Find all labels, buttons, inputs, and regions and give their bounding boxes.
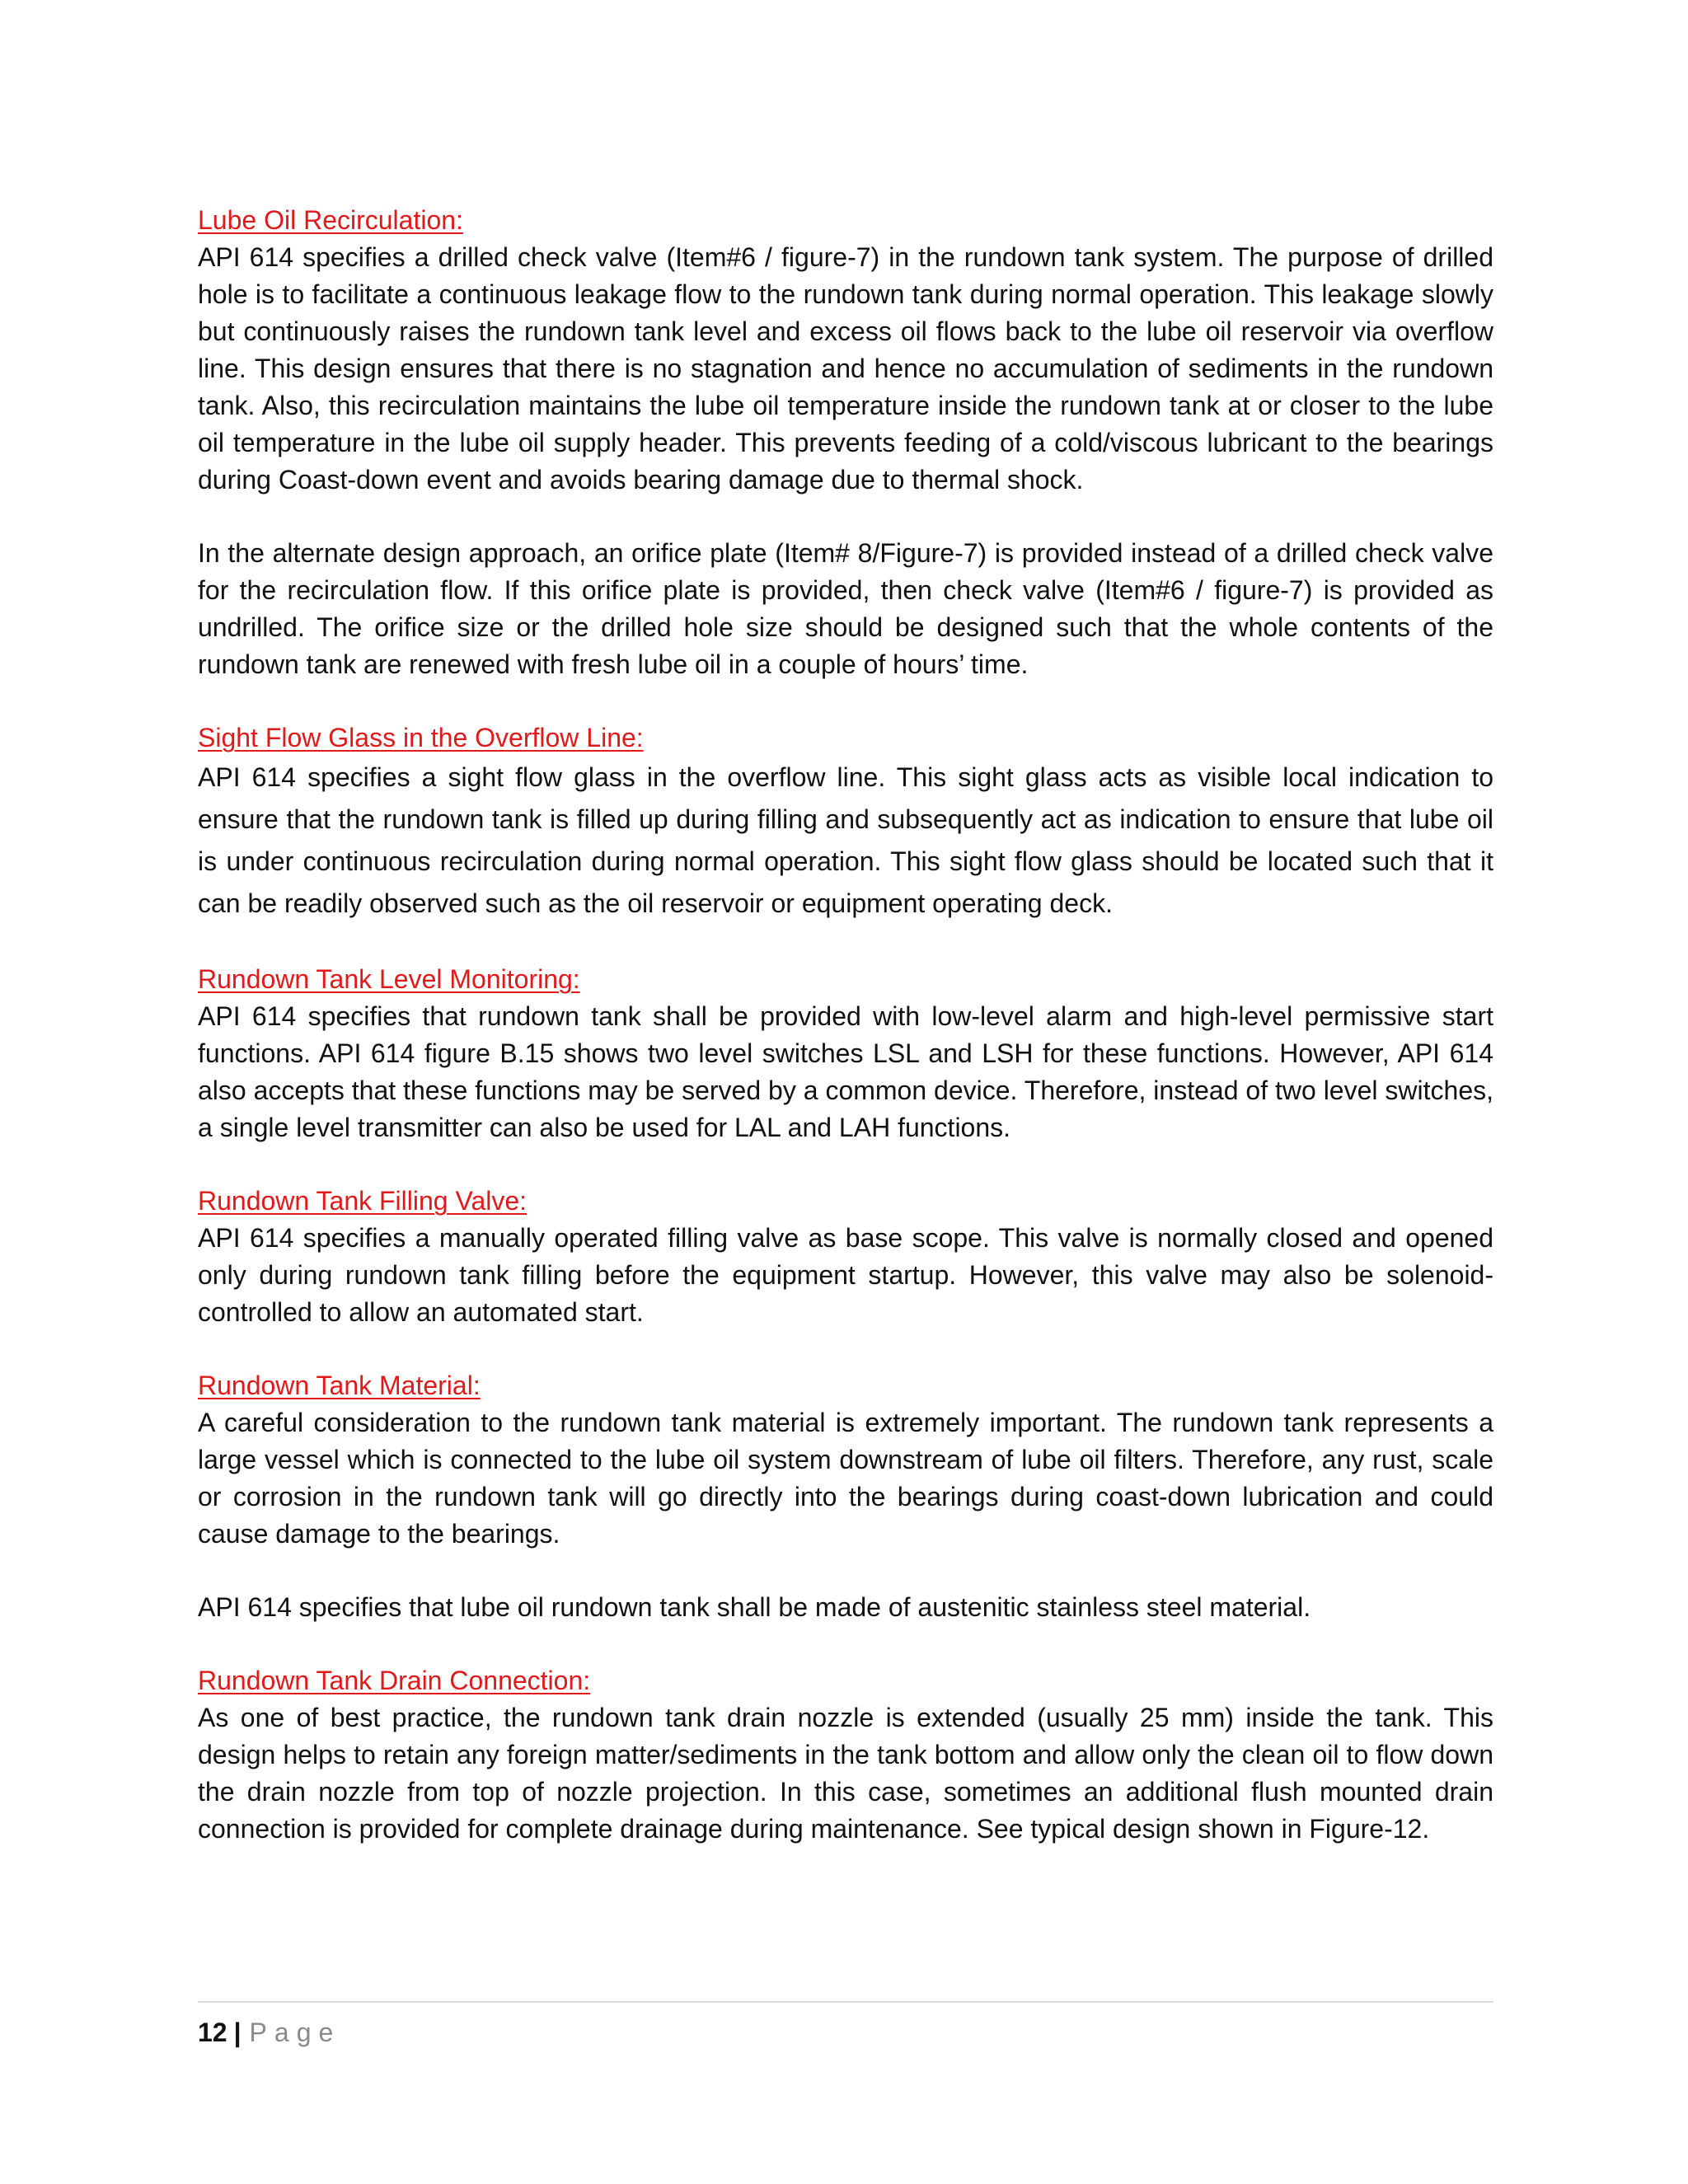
section-drain-connection: [198, 1662, 1493, 1848]
section-heading: Sight Flow Glass in the Overflow Line:: [198, 723, 644, 752]
section-lube-oil-recirculation: [198, 202, 1493, 683]
section-filling-valve: [198, 1183, 1493, 1331]
footer-separator: |: [233, 2018, 241, 2047]
paragraph: A careful consideration to the rundown tank material is extremely important. The rundown tank represents a large vessel which is connected to the lube oil system downstream of lube oil filters. Therefore, any rust, scale or corrosion in the rundown tank will go directly into the bearings during coast-down lubrication and could cause damage to the bearings.: [198, 1408, 1493, 1549]
paragraph: In the alternate design approach, an orifice plate (Item# 8/Figure-7) is provided instead of a drilled check valve for the recirculation flow. If this orifice plate is provided, then check valve (Item#6 / figure-7) is provided as undrilled. The orifice size or the drilled hole size should be designed such that the whole contents of the rundown tank are renewed with fresh lube oil in a couple of hours’ time.: [198, 538, 1493, 679]
section-heading: Lube Oil Recirculation:: [198, 205, 463, 235]
page-number: 12: [198, 2018, 227, 2047]
section-heading: Rundown Tank Level Monitoring:: [198, 964, 580, 994]
paragraph: API 614 specifies a sight flow glass in the overflow line. This sight glass acts as visible local indication to ensure that the rundown tank is filled up during filling and subsequently act as indication to ensure that lube oil is under continuous recirculation during normal operation. This sight flow glass should be located such that it can be readily observed such as the oil reservoir or equipment operating deck.: [198, 762, 1493, 918]
section-sight-flow-glass: [198, 719, 1493, 925]
page-label: Page: [249, 2018, 341, 2047]
paragraph: API 614 specifies a drilled check valve (Item#6 / figure-7) in the rundown tank system. The purpose of drilled hole is to facilitate a continuous leakage flow to the rundown tank during normal operation. This leakage slowly but continuously raises the rundown tank level and excess oil flows back to the lube oil reservoir via overflow line. This design ensures that there is no stagnation and hence no accumulation of sediments in the rundown tank. Also, this recirculation maintains the lube oil temperature inside the rundown tank at or closer to the lube oil temperature in the lube oil supply header. This prevents feeding of a cold/viscous lubricant to the bearings during Coast-down event and avoids bearing damage due to thermal shock.: [198, 242, 1493, 494]
paragraph: API 614 specifies a manually operated filling valve as base scope. This valve is normally closed and opened only during rundown tank filling before the equipment startup. However, this valve may also be solenoid-controlled to allow an automated start.: [198, 1223, 1493, 1327]
paragraph: API 614 specifies that rundown tank shall be provided with low-level alarm and high-level permissive start functions. API 614 figure B.15 shows two level switches LSL and LSH for these functions. However, API 614 also accepts that these functions may be served by a common device. Therefore, instead of two level switches, a single level transmitter can also be used for LAL and LAH functions.: [198, 1001, 1493, 1142]
page-footer: [198, 2016, 340, 2049]
section-level-monitoring: [198, 961, 1493, 1146]
footer-divider: [198, 2001, 1493, 2003]
section-heading: Rundown Tank Material:: [198, 1371, 481, 1400]
section-heading: Rundown Tank Filling Valve:: [198, 1186, 528, 1216]
paragraph: API 614 specifies that lube oil rundown tank shall be made of austenitic stainless steel material.: [198, 1592, 1311, 1622]
document-page: [198, 202, 1493, 1884]
section-heading: Rundown Tank Drain Connection:: [198, 1666, 591, 1695]
section-tank-material: [198, 1367, 1493, 1626]
paragraph: As one of best practice, the rundown tank drain nozzle is extended (usually 25 mm) inside the tank. This design helps to retain any foreign matter/sediments in the tank bottom and allow only the clean oil to flow down the drain nozzle from top of nozzle projection. In this case, sometimes an additional flush mounted drain connection is provided for complete drainage during maintenance. See typical design shown in Figure-12.: [198, 1703, 1493, 1844]
